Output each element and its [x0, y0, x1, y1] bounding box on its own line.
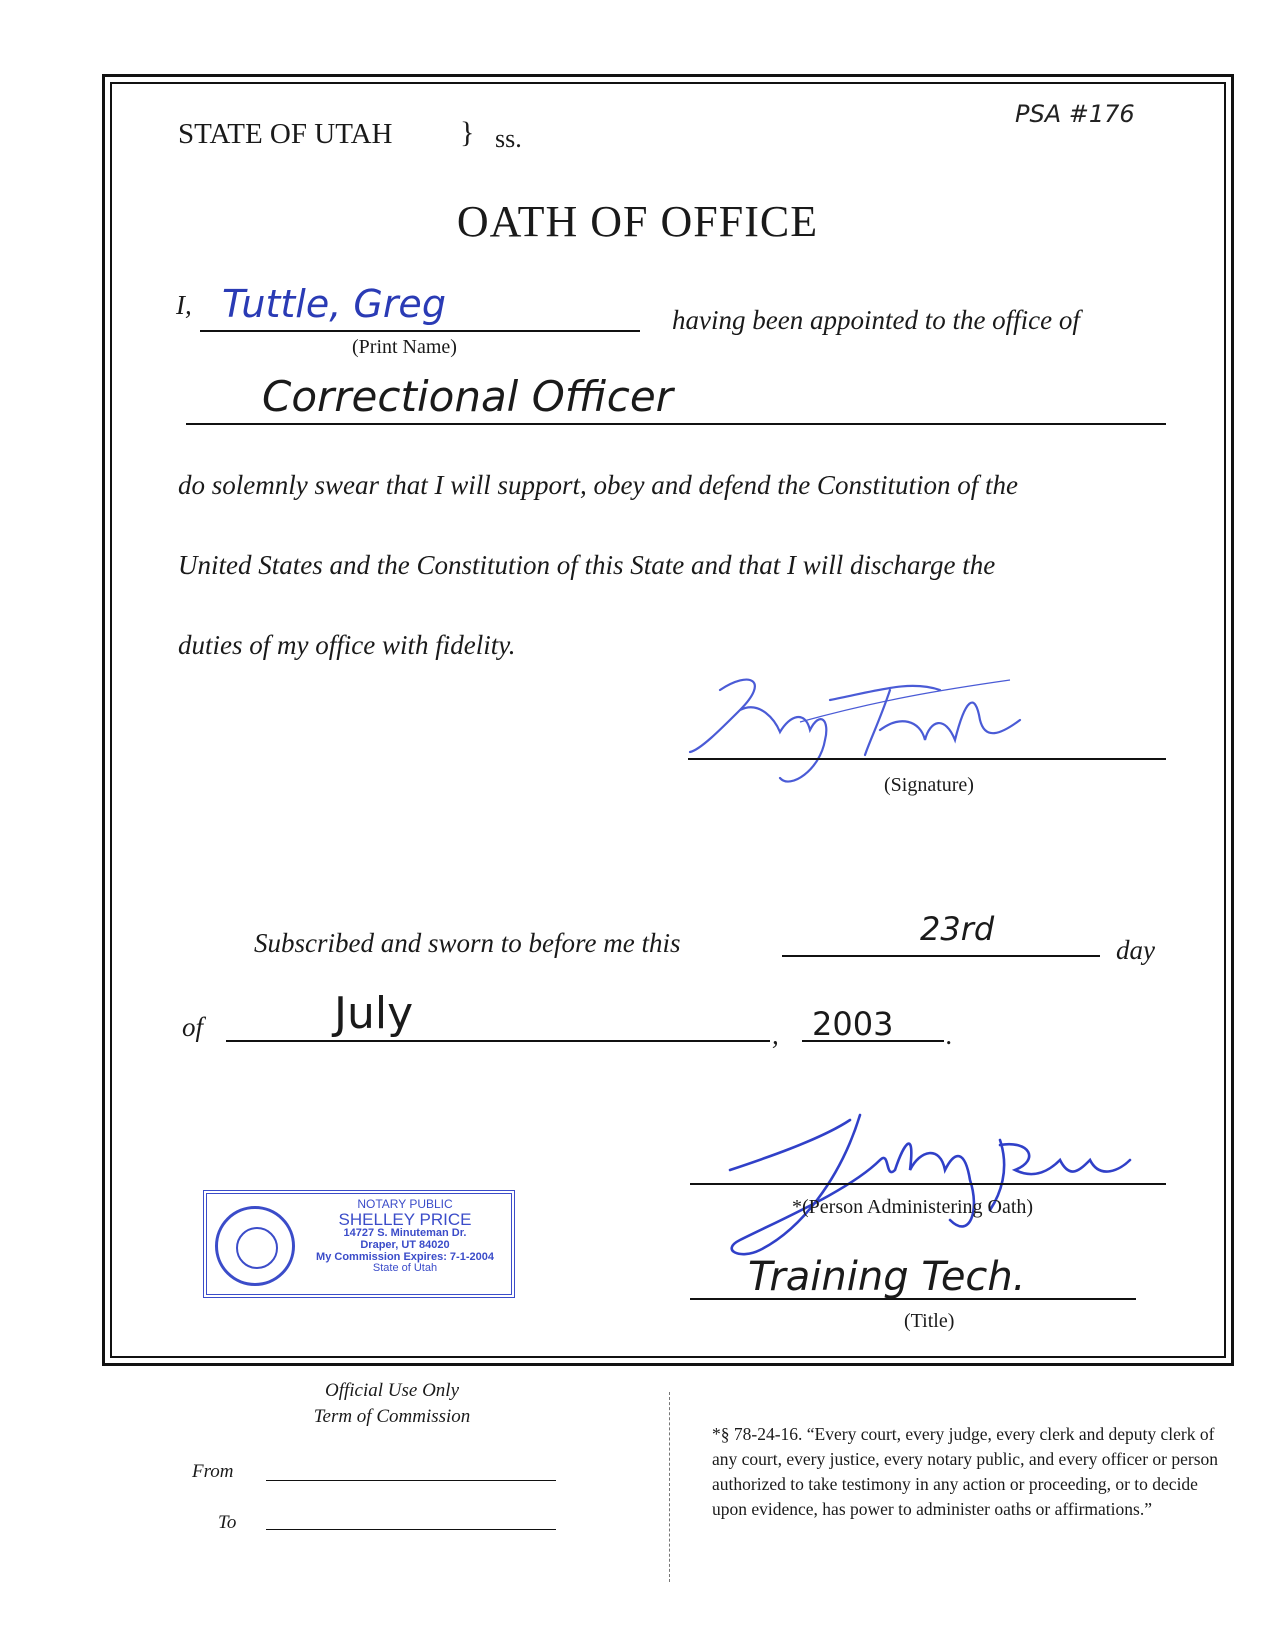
signature-label: (Signature): [884, 774, 974, 796]
statute-note: *§ 78-24-16. “Every court, every judge, every clerk and deputy clerk of any court, every justice, every notary public, and every officer or person authorized to take testimony in any action or proceeding, or to decide upon evidence, has power to administer oaths or affirmations.”: [712, 1424, 1219, 1519]
brace-glyph: }: [460, 116, 475, 149]
oath-body-line1: do solemnly swear that I will support, obey and defend the Constitution of the: [178, 470, 1018, 500]
administrator-line: [690, 1183, 1166, 1185]
comma-glyph: ,: [772, 1020, 779, 1050]
print-name-value[interactable]: Tuttle, Greg: [222, 282, 446, 326]
notary-stamp: [203, 1190, 515, 1298]
stamp-line1: NOTARY PUBLIC: [357, 1197, 453, 1211]
term-of-commission-heading: Term of Commission: [313, 1406, 471, 1427]
month-line: [226, 1040, 770, 1042]
oath-body-line3: duties of my office with fidelity.: [178, 630, 516, 660]
footer-divider: [669, 1392, 670, 1582]
to-line[interactable]: [266, 1529, 556, 1530]
handwritten-ref-number: PSA #176: [1015, 100, 1135, 128]
document-title: OATH OF OFFICE: [456, 197, 819, 246]
from-line[interactable]: [266, 1480, 556, 1481]
office-line: [186, 423, 1166, 425]
stamp-line2: SHELLEY PRICE: [338, 1209, 472, 1229]
day-line: [782, 955, 1100, 957]
stamp-line4: Draper, UT 84020: [360, 1238, 450, 1251]
month-value[interactable]: July: [334, 988, 414, 1039]
office-value[interactable]: Correctional Officer: [262, 372, 673, 421]
state-seal-icon: [215, 1206, 295, 1286]
administrator-label: *(Person Administering Oath): [792, 1196, 1034, 1218]
of-label: of: [182, 1012, 204, 1042]
official-use-heading: Official Use Only: [324, 1380, 460, 1401]
to-label: To: [218, 1512, 237, 1533]
appointed-text: having been appointed to the office of: [672, 305, 1080, 335]
state-heading: STATE OF UTAH: [178, 118, 393, 150]
stamp-line6: State of Utah: [372, 1262, 438, 1275]
officer-signature-image: [680, 660, 1040, 790]
oath-body-line2: United States and the Constitution of this State and that I will discharge the: [178, 550, 996, 580]
administrator-signature-image: [700, 1100, 1140, 1270]
signature-line: [688, 758, 1166, 760]
sworn-text: Subscribed and sworn to before me this: [254, 928, 681, 958]
period-glyph: .: [946, 1020, 953, 1050]
title-label: (Title): [904, 1310, 955, 1332]
year-value[interactable]: 2003: [812, 1005, 894, 1043]
stamp-line3: 14727 S. Minuteman Dr.: [343, 1227, 467, 1240]
day-value[interactable]: 23rd: [920, 910, 995, 948]
day-label: day: [1116, 935, 1155, 965]
administrator-title-value[interactable]: Training Tech.: [748, 1254, 1026, 1300]
print-name-label: (Print Name): [352, 336, 457, 358]
ss-label: ss.: [495, 124, 522, 153]
from-label: From: [192, 1461, 234, 1482]
oath-intro: I,: [176, 290, 192, 320]
stamp-line5: My Commission Expires: 7-1-2004: [316, 1250, 494, 1263]
print-name-line: [200, 330, 640, 332]
